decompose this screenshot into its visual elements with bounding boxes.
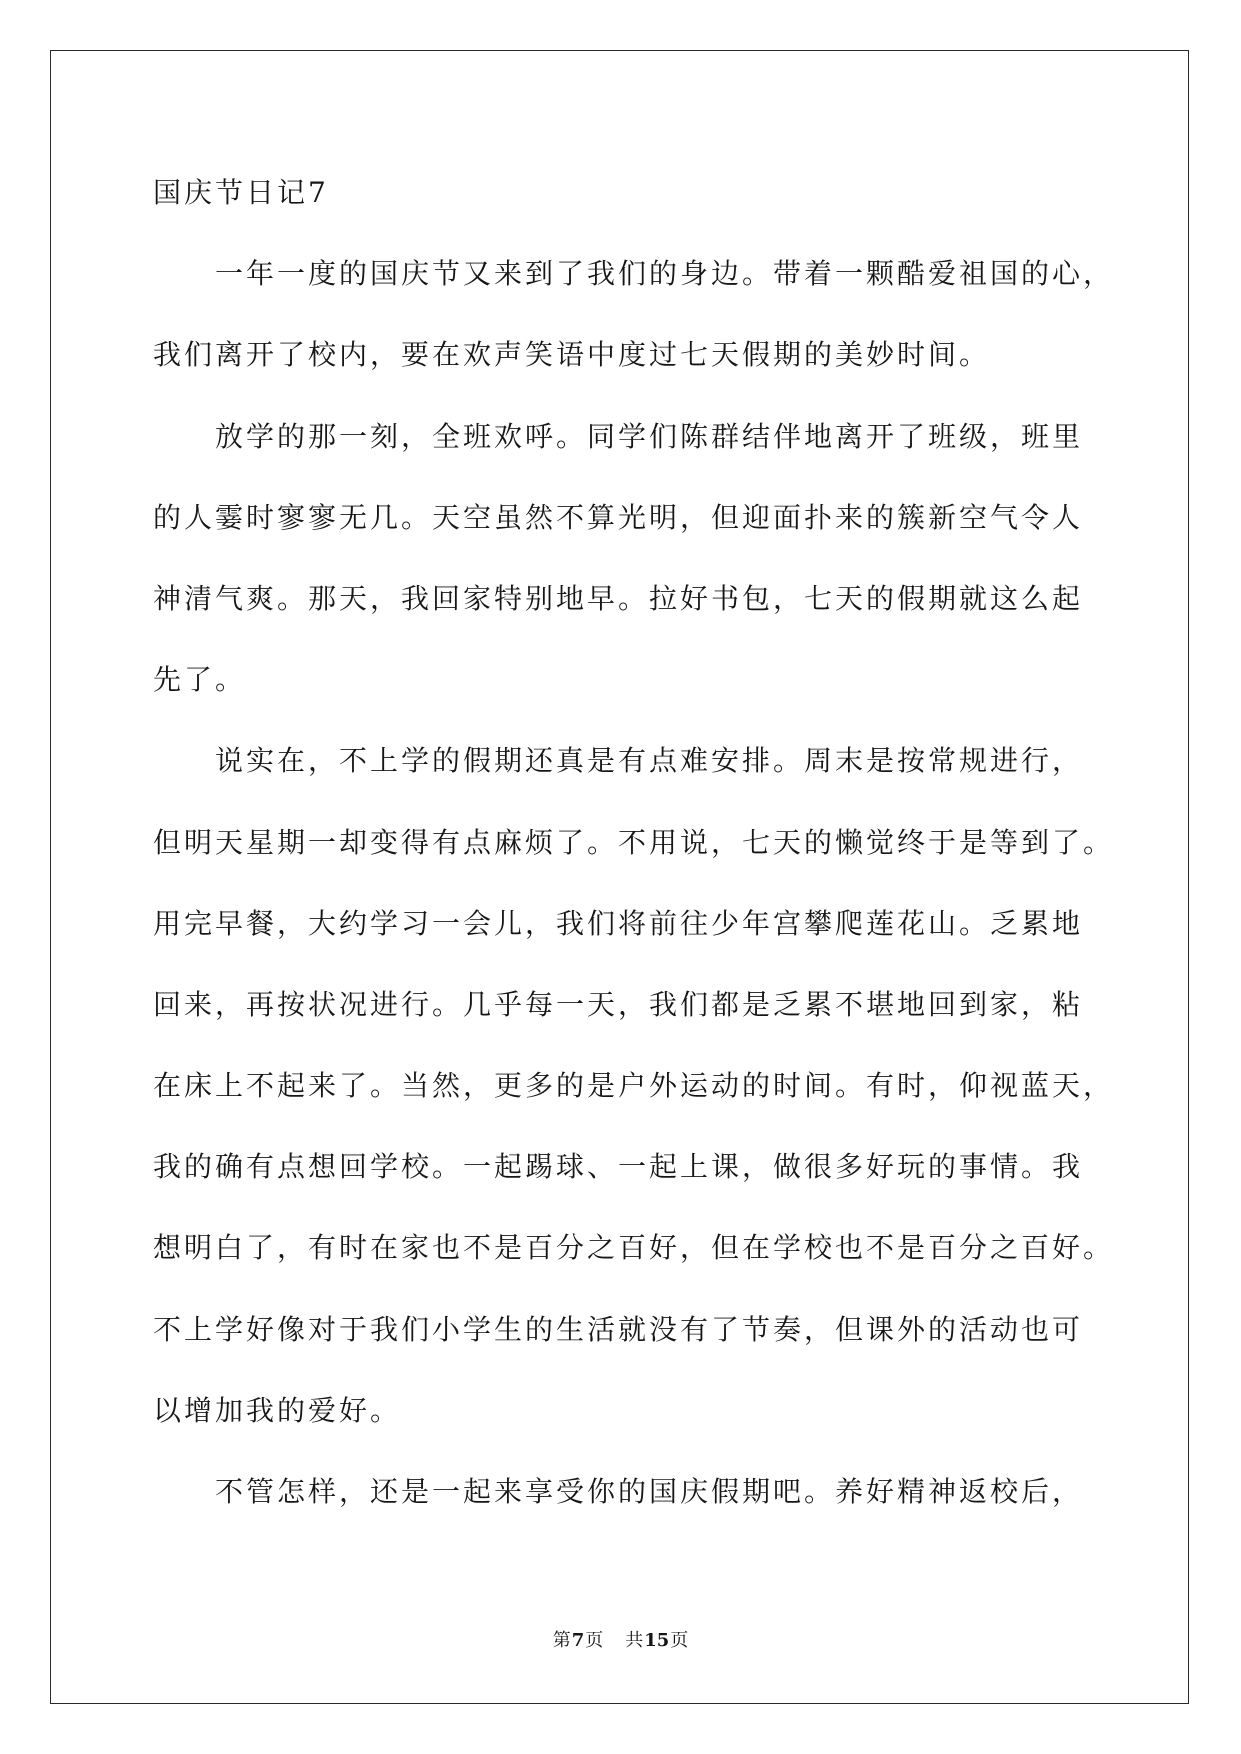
page-suffix: 页 xyxy=(585,1630,604,1651)
paragraph-line: 的人霎时寥寥无几。天空虽然不算光明，但迎面扑来的簇新空气令人 xyxy=(153,500,1084,534)
paragraph xyxy=(153,396,1163,721)
document-title: 国庆节日记7 xyxy=(153,176,329,209)
paragraph-line: 放学的那一刻，全班欢呼。同学们陈群结伴地离开了班级，班里 xyxy=(215,419,1084,453)
paragraph-line: 先了。 xyxy=(153,663,247,697)
paragraph xyxy=(153,233,1163,395)
paragraph-line: 回来，再按状况进行。几乎每一天，我们都是乏累不堪地回到家，粘 xyxy=(153,987,1084,1021)
paragraph-line: 我的确有点想回学校。一起踢球、一起上课，做很多好玩的事情。我 xyxy=(153,1150,1084,1184)
paragraph-line: 在床上不起来了。当然，更多的是户外运动的时间。有时，仰视蓝天， xyxy=(153,1069,1115,1103)
paragraph xyxy=(153,1451,1163,1532)
paragraph-line: 不管怎样，还是一起来享受你的国庆假期吧。养好精神返校后， xyxy=(215,1475,1084,1508)
paragraph-line: 想明白了，有时在家也不是百分之百好，但在学校也不是百分之百好。 xyxy=(153,1231,1115,1265)
paragraph xyxy=(153,720,1163,1451)
paragraph-line: 说实在，不上学的假期还真是有点难安排。周末是按常规进行， xyxy=(215,744,1084,778)
paragraph-line: 用完早餐，大约学习一会儿，我们将前往少年宫攀爬莲花山。乏累地 xyxy=(153,906,1084,940)
current-page-number: 7 xyxy=(571,1630,585,1651)
page-footer xyxy=(0,1627,1241,1655)
document-body xyxy=(153,152,1163,1532)
total-pages-number: 15 xyxy=(644,1630,670,1651)
paragraph-line: 以增加我的爱好。 xyxy=(153,1393,402,1427)
total-suffix: 页 xyxy=(670,1630,689,1651)
paragraph-line: 但明天星期一却变得有点麻烦了。不用说，七天的懒觉终于是等到了。 xyxy=(153,825,1115,859)
page-prefix: 第 xyxy=(552,1630,571,1651)
paragraph-line: 神清气爽。那天，我回家特别地早。拉好书包，七天的假期就这么起 xyxy=(153,581,1084,615)
paragraph-line: 一年一度的国庆节又来到了我们的身边。带着一颗酷爱祖国的心， xyxy=(215,257,1115,291)
total-prefix: 共 xyxy=(625,1630,644,1651)
paragraph-line: 不上学好像对于我们小学生的生活就没有了节奏，但课外的活动也可 xyxy=(153,1312,1084,1346)
paragraph-line: 我们离开了校内，要在欢声笑语中度过七天假期的美妙时间。 xyxy=(153,338,991,372)
